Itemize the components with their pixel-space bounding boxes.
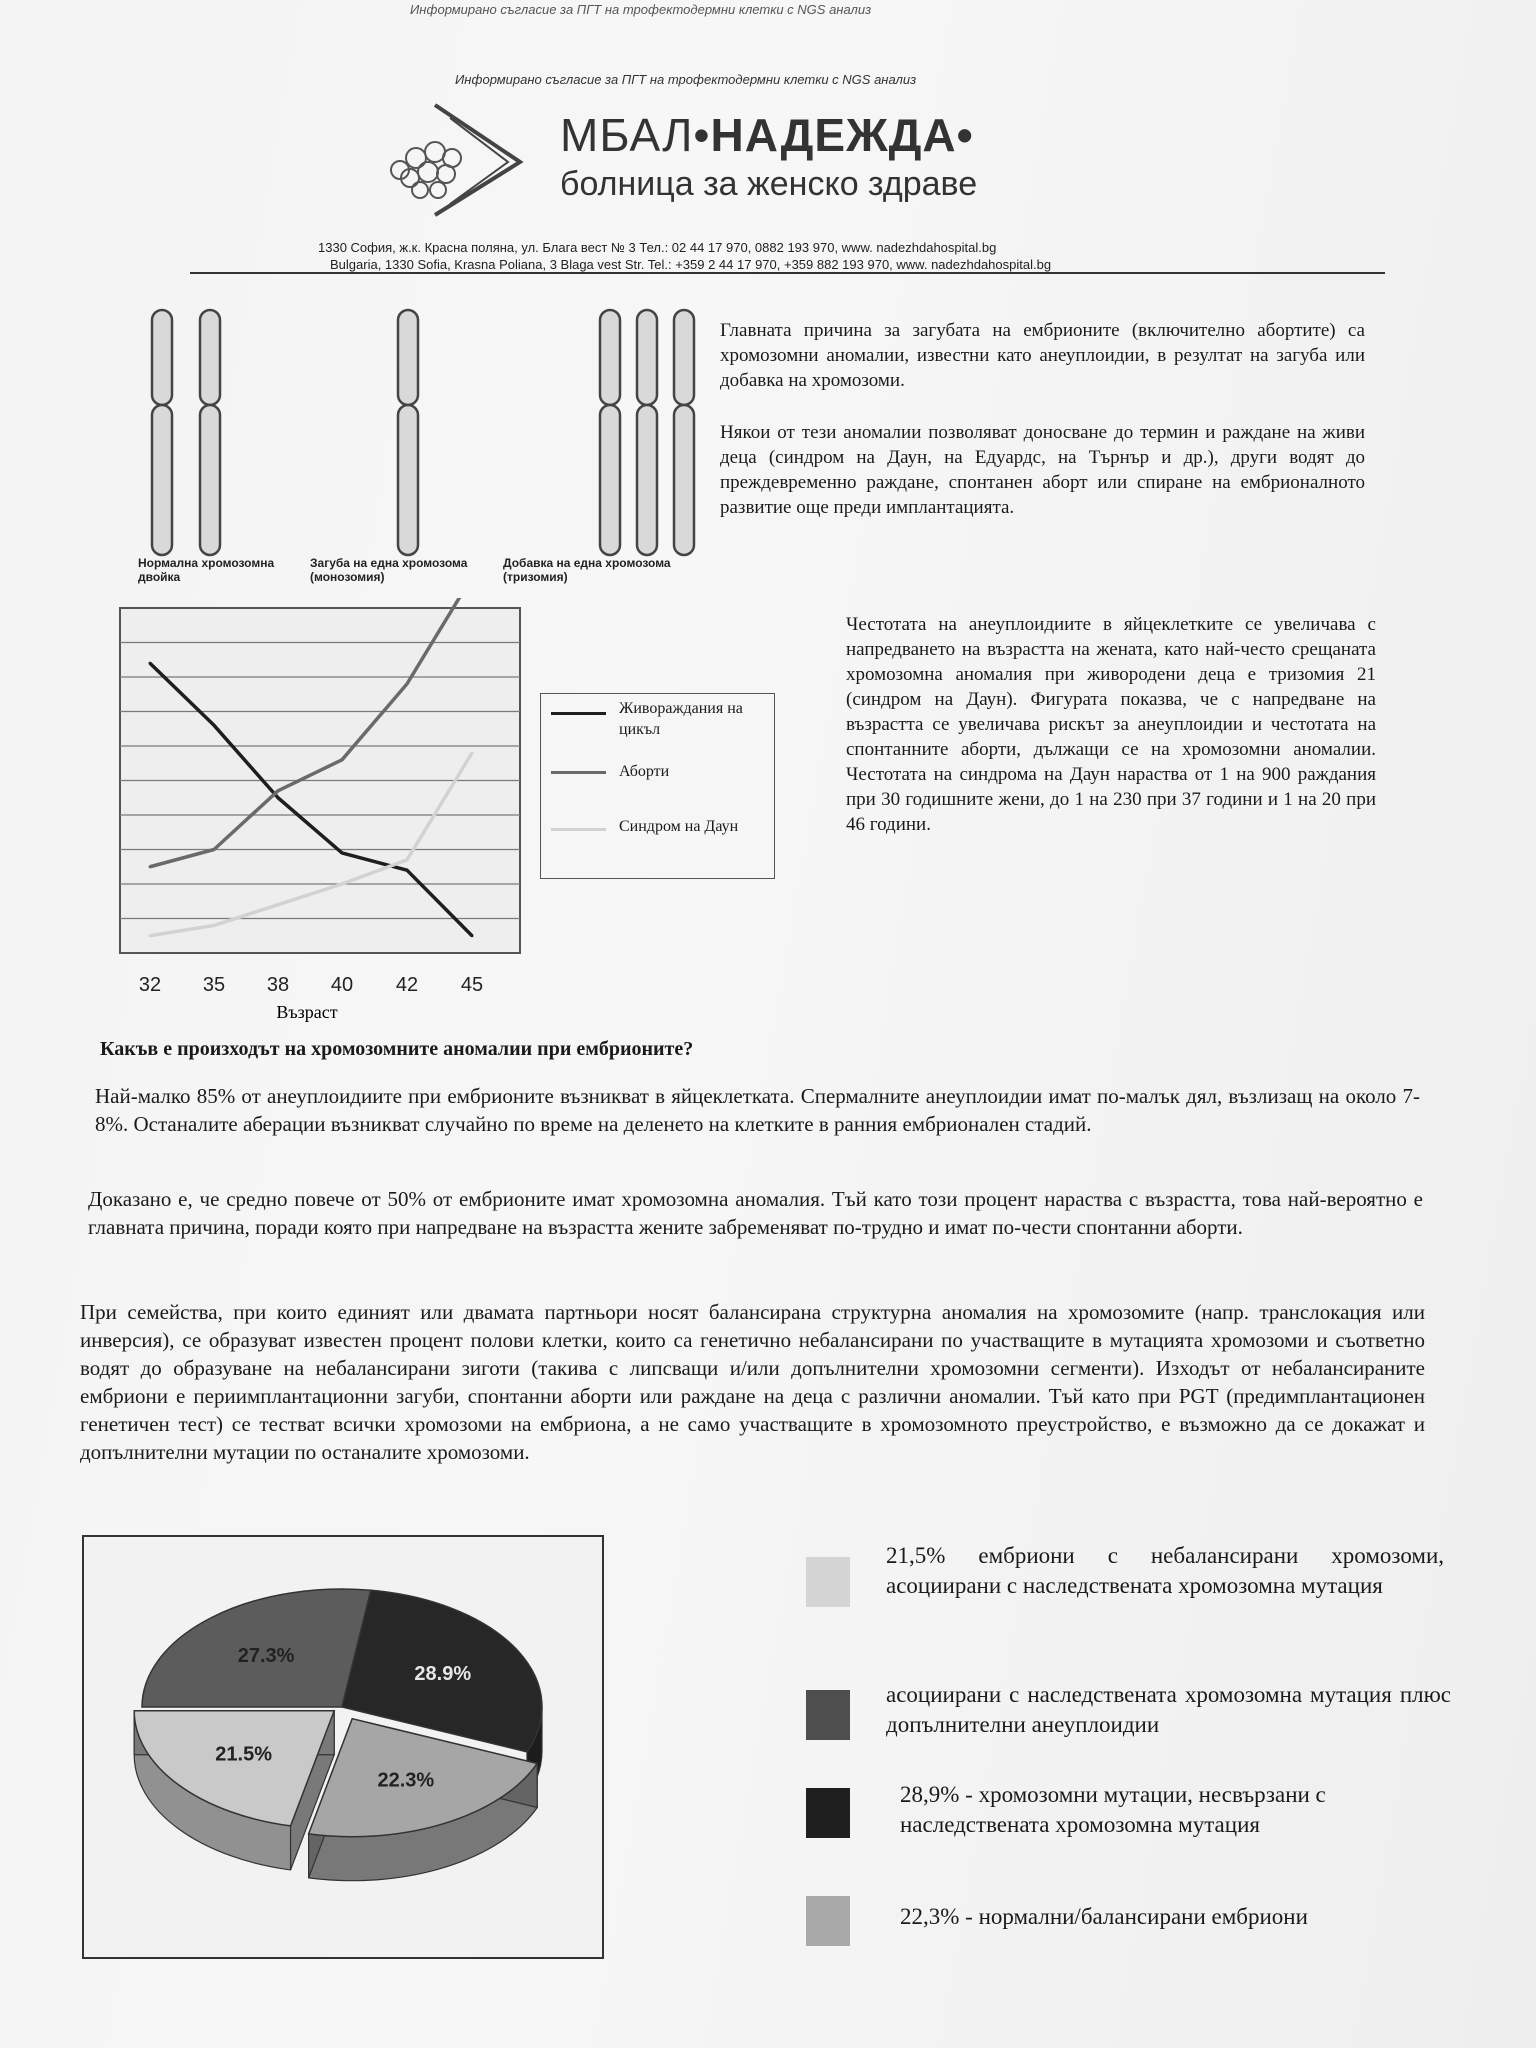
intro-text-1: Главната причина за загубата на ембрионите (включително абортите) са хромозомни аномалии, известни като анеуплоидии, в резултат на загуба или добавка на хромозоми. [720, 320, 1365, 391]
legend-swatch [806, 1896, 850, 1946]
age-line-chart [110, 598, 530, 1038]
chromosome [398, 310, 418, 555]
data-point [471, 751, 474, 754]
data-point [213, 924, 216, 927]
header-divider [190, 272, 1385, 274]
section-heading: Какъв е произходът на хромозомните аномалии при ембрионите? [100, 1038, 694, 1060]
pie-legend-text: асоциирани с наследствената хромозомна мутация плюс допълнителни анеуплоидии [886, 1682, 1451, 1737]
data-point [149, 865, 152, 868]
address-en: Bulgaria, 1330 Sofia, Krasna Poliana, 3 Blaga vest Str. Tel.: +359 2 44 17 970, +359 882 193 970, www. nadezhdahospital.bg [330, 257, 1052, 272]
pie-data-label: 22.3% [377, 1769, 435, 1792]
data-point [341, 883, 344, 886]
chromosome [674, 310, 694, 555]
pie-data-label: 27.3% [237, 1645, 295, 1668]
data-point [341, 758, 344, 761]
intro-text-2: Някои от тези аномалии позволяват доносване до термин и раждане на живи деца (синдром на Даун, на Едуардс, на Търнър и др.), други водят до преждевременно раждане, спонтанен аборт или спиране на ембрионалното развитие още преди имплантацията. [720, 422, 1365, 518]
data-point [277, 796, 280, 799]
legend-swatch [806, 1690, 850, 1740]
data-point [277, 903, 280, 906]
cut-off-header: Информирано съгласие за ПГТ на трофектодермни клетки с NGS анализ [410, 2, 872, 17]
data-point [406, 682, 409, 685]
legend-swatch [806, 1788, 850, 1838]
data-point [213, 848, 216, 851]
legend-abortions: Аборти [619, 763, 670, 780]
chromosome [600, 310, 620, 555]
chromosome [637, 310, 657, 555]
pie-chart-frame [82, 1535, 604, 1959]
legend-swatch [806, 1557, 850, 1607]
data-point [406, 858, 409, 861]
data-point [471, 934, 474, 937]
address-bg: 1330 София, ж.к. Красна поляна, ул. Блага вест № 3 Тел.: 02 44 17 970, 0882 193 970, www. nadezhdahospital.bg [318, 240, 997, 255]
data-point [213, 724, 216, 727]
consent-title: Информирано съгласие за ПГТ на трофектодермни клетки с NGS анализ [455, 72, 917, 87]
legend-line-live-births [551, 712, 606, 715]
paragraph-origin: Най-малко 85% от анеуплоидиите при ембрионите възникват в яйцеклетката. Спермалните анеуплоидии имат по-малък дял, възлизащ на около 7-8%. Останалите аберации възникват случайно по време на деленето на клетките в ранния ембрионален стадий. [95, 1084, 1420, 1136]
x-axis-label: Възраст [276, 1002, 338, 1022]
data-point [149, 934, 152, 937]
embryo-pie-chart [84, 1537, 602, 1957]
legend-live-births: Живораждания на цикъл [619, 700, 743, 738]
legend-line-abortions [551, 771, 606, 774]
x-tick-label: 45 [460, 974, 484, 996]
caption-normal: Нормална хромозомна двойка [138, 556, 275, 584]
pie-data-label: 21.5% [215, 1743, 273, 1766]
chromosome-illustration [130, 305, 730, 567]
data-point [341, 851, 344, 854]
x-tick-label: 40 [330, 974, 354, 996]
x-tick-label: 35 [202, 974, 226, 996]
line-chart-legend [540, 693, 775, 879]
pie-data-label: 28.9% [414, 1663, 472, 1686]
x-tick-label: 38 [266, 974, 290, 996]
data-point [277, 789, 280, 792]
paragraph-50-percent: Доказано е, че средно повече от 50% от ембрионите имат хромозомна аномалия. Тъй като този процент нараства с възрастта, това най-вероятно е главната причина, поради която при напредване на възрастта жените забременяват по-трудно и имат по-чести спонтанни аборти. [88, 1187, 1423, 1239]
hospital-logo [380, 100, 530, 220]
chromosome [152, 310, 172, 555]
pie-legend [790, 1535, 1460, 1955]
data-point [406, 869, 409, 872]
pie-legend-text: 28,9% - хромозомни мутации, несвързани с наследствената хромозомна мутация [900, 1782, 1326, 1837]
x-tick-label: 32 [138, 974, 162, 996]
legend-line-down-syndrome [551, 828, 606, 831]
pie-legend-text: 21,5% ембриони с небалансирани хромозоми, асоциирани с наследствената хромозомна мутация [886, 1543, 1444, 1598]
chromosome [200, 310, 220, 555]
paragraph-balanced-carriers: При семейства, при които единият или двамата партньори носят балансирана структурна аномалия на хромозомите (напр. транслокация или инверсия), се образуват известен процент полови клетки, които са генетично небалансирани по участващите в мутацията хромозоми и съответно водят до образуване на небалансирани зиготи (такива с липсващи и/или допълнителни хромозомни сегменти). Изходът от небалансираните ембриони е периимплантационни загуби, спонтанни аборти или раждане на деца с различни аномалии. Тъй като при PGT (предимплантационен генетичен тест) се тестват всички хромозоми на ембриона, а не само участващите в хромозомното преустройство, е възможно да се докажат и допълнителни мутации по останалите хромозоми. [80, 1300, 1425, 1464]
caption-trisomy: Добавка на една хромозома (тризомия) [503, 556, 671, 584]
data-point [149, 662, 152, 665]
hospital-subtitle: болница за женско здраве [560, 165, 978, 203]
hospital-name: МБАЛ•НАДЕЖДА• [560, 109, 974, 161]
caption-monosomy: Загуба на една хромозома (монозомия) [310, 556, 468, 584]
pie-legend-text: 22,3% - нормални/балансирани ембриони [900, 1904, 1308, 1929]
age-risk-text: Честотата на анеуплоидиите в яйцеклетките се увеличава с напредването на възрастта на жената, като най-често срещаната хромозомна аномалия при живородени деца е тризомия 21 (синдром на Даун). Фигурата показва, че с напредване на възрастта се увеличава рискът за анеуплоидии и честотата на спонтанните аборти, дължащи се на хромозомни аномалии. Честотата на синдрома на Даун нараства от 1 на 900 раждания при 30 годишните жени, до 1 на 230 при 37 години и 1 на 20 при 46 години. [846, 614, 1376, 835]
legend-down-syndrome: Синдром на Даун [619, 818, 739, 835]
x-tick-label: 42 [395, 974, 419, 996]
